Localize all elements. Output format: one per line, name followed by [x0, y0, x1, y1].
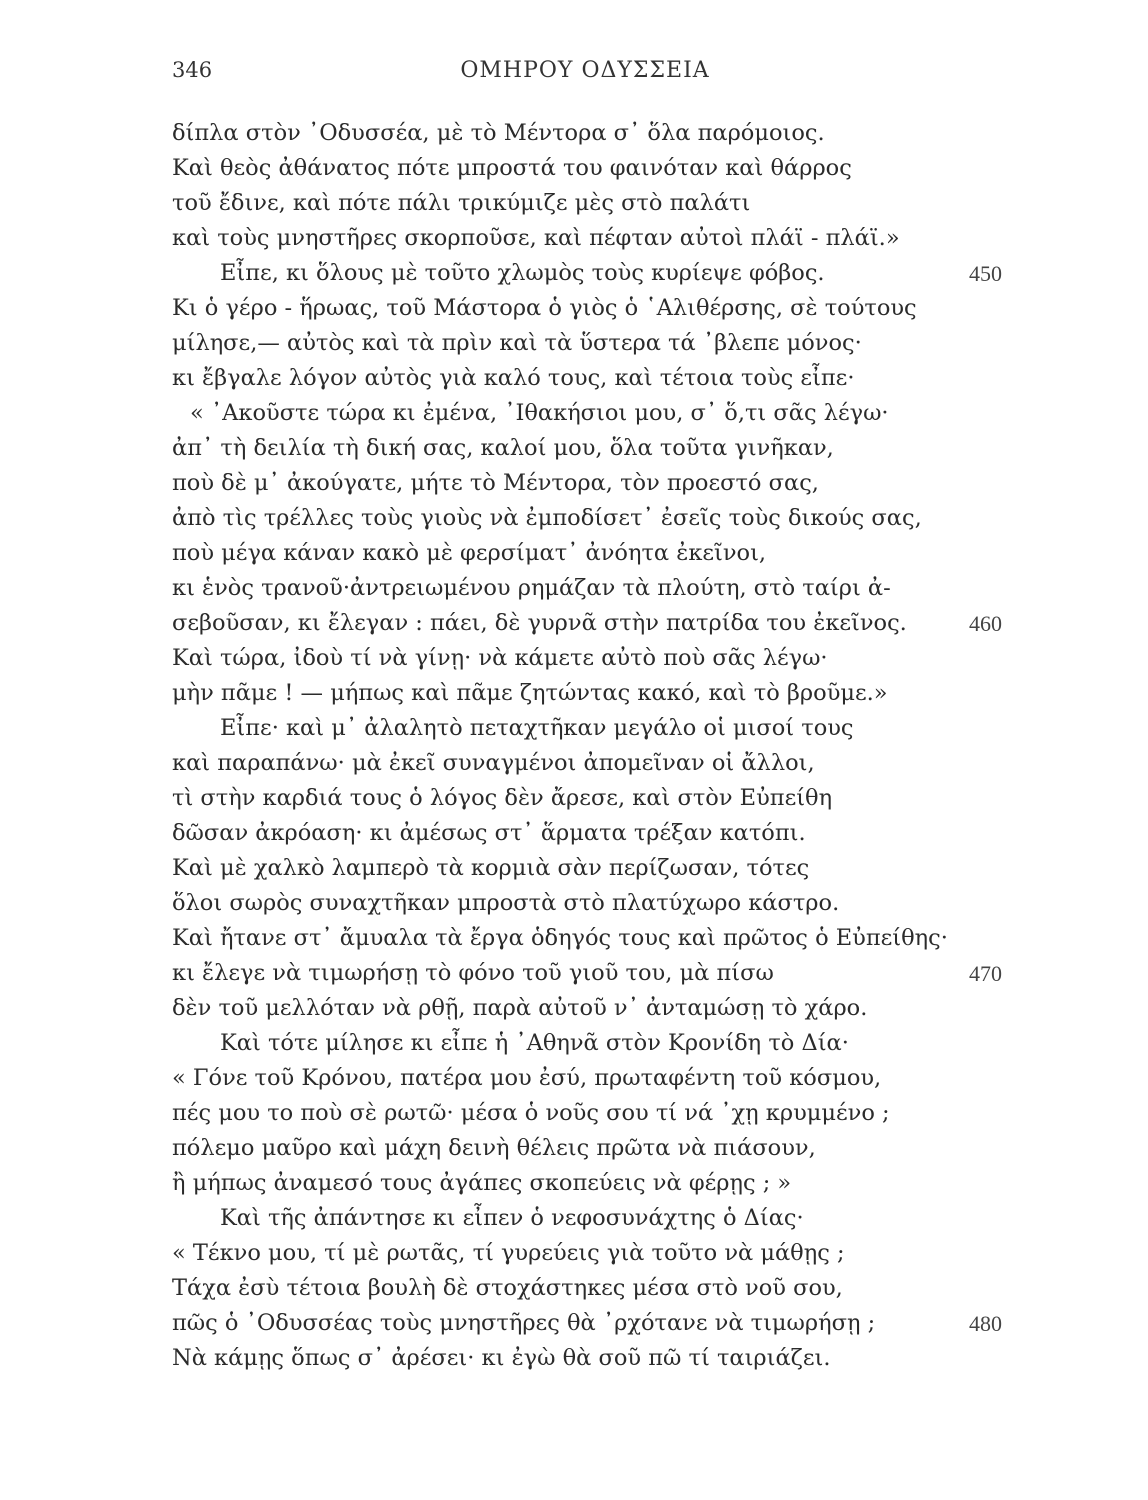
verse-text: « ᾿Ακοῦστε τώρα κι ἐμένα, ᾿Ιθακήσιοι μου, σ᾿ ὅ,τι σᾶς λέγω· — [190, 400, 889, 426]
verse-line — [172, 991, 1012, 1026]
verse-line — [172, 186, 1012, 221]
verse-text: Καὶ τῆς ἀπάντησε κι εἶπεν ὁ νεφοσυνάχτης ὁ Δίας· — [220, 1205, 804, 1231]
verse-text: Εἶπε· καὶ μ᾿ ἀλαλητὸ πεταχτῆκαν μεγάλο οἱ μισοί τους — [220, 715, 854, 741]
verse-text: ἢ μήπως ἀναμεσό τους ἀγάπες σκοπεύεις νὰ φέρῃς ; » — [172, 1170, 792, 1196]
verse-text: πόλεμο μαῦρο καὶ μάχη δεινὴ θέλεις πρῶτα νὰ πιάσουν, — [172, 1135, 816, 1161]
verse-text: « Γόνε τοῦ Κρόνου, πατέρα μου ἐσύ, πρωταφέντη τοῦ κόσμου, — [172, 1065, 882, 1091]
verse-text: Εἶπε, κι ὅλους μὲ τοῦτο χλωμὸς τοὺς κυρίεψε φόβος. — [220, 260, 825, 286]
verse-line — [172, 1201, 1012, 1236]
verse-line — [172, 361, 1012, 396]
verse-line — [172, 711, 1012, 746]
verse-text: δὲν τοῦ μελλόταν νὰ ρθῇ, παρὰ αὐτοῦ ν᾿ ἀνταμώσῃ τὸ χάρο. — [172, 995, 868, 1021]
verse-text: ἀπ᾿ τὴ δειλία τὴ δική σας, καλοί μου, ὅλα τοῦτα γινῆκαν, — [172, 435, 834, 461]
verse-line — [172, 956, 1012, 991]
verse-line — [172, 536, 1012, 571]
verse-text: μίλησε,— αὐτὸς καὶ τὰ πρὶν καὶ τὰ ὕστερα τά ᾿βλεπε μόνος· — [172, 330, 862, 356]
verse-line — [172, 1131, 1012, 1166]
verse-text: τὶ στὴν καρδιά τους ὁ λόγος δὲν ἄρεσε, καὶ στὸν Εὐπείθη — [172, 785, 833, 811]
line-number: 470 — [969, 961, 1002, 986]
verse-line — [172, 256, 1012, 291]
verse-text: Καὶ τότε μίλησε κι εἶπε ἡ ᾿Αθηνᾶ στὸν Κρονίδη τὸ Δία· — [220, 1030, 849, 1056]
verse-line — [172, 466, 1012, 501]
verse-line — [172, 1341, 1012, 1376]
verse-text: δίπλα στὸν ᾿Οδυσσέα, μὲ τὸ Μέντορα σ᾿ ὅλα παρόμοιος. — [172, 120, 825, 146]
verse-text: δῶσαν ἀκρόαση· κι ἀμέσως στ᾿ ἅρματα τρέξαν κατόπι. — [172, 820, 806, 846]
line-number: 480 — [969, 1311, 1002, 1336]
verse-line — [172, 1271, 1012, 1306]
verse-text: πῶς ὁ ᾿Οδυσσέας τοὺς μνηστῆρες θὰ ᾿ρχότανε νὰ τιμωρήσῃ ; — [172, 1310, 876, 1336]
verse-line — [172, 816, 1012, 851]
verse-line — [172, 291, 1012, 326]
verse-text: ποὺ δὲ μ᾿ ἀκούγατε, μήτε τὸ Μέντορα, τὸν προεστό σας, — [172, 470, 819, 496]
verse-text: Κι ὁ γέρο - ἥρωας, τοῦ Μάστορα ὁ γιὸς ὁ ῾Αλιθέρσης, σὲ τούτους — [172, 295, 917, 321]
verse-line — [172, 676, 1012, 711]
verse-text: καὶ τοὺς μνηστῆρες σκορποῦσε, καὶ πέφταν αὐτοὶ πλάϊ - πλάϊ.» — [172, 225, 900, 251]
verse-text: Καὶ μὲ χαλκὸ λαμπερὸ τὰ κορμιὰ σὰν περίζωσαν, τότες — [172, 855, 810, 881]
verse-text: μὴν πᾶμε ! — μήπως καὶ πᾶμε ζητώντας κακό, καὶ τὸ βροῦμε.» — [172, 680, 888, 706]
verse-line — [172, 1306, 1012, 1341]
verse-line — [172, 571, 1012, 606]
verse-text: Καὶ θεὸς ἀθάνατος πότε μπροστά του φαινόταν καὶ θάρρος — [172, 155, 852, 181]
verse-text: Καὶ ἤτανε στ᾿ ἄμυαλα τὰ ἔργα ὁδηγός τους καὶ πρῶτος ὁ Εὐπείθης· — [172, 925, 948, 951]
verse-text: σεβοῦσαν, κι ἔλεγαν : πάει, δὲ γυρνᾶ στὴν πατρίδα του ἐκεῖνος. — [172, 610, 907, 636]
verse-text: ἀπὸ τὶς τρέλλες τοὺς γιοὺς νὰ ἐμποδίσετ᾿ ἐσεῖς τοὺς δικούς σας, — [172, 505, 922, 531]
verse-text: ὅλοι σωρὸς συναχτῆκαν μπροστὰ στὸ πλατύχωρο κάστρο. — [172, 890, 840, 916]
page-number: 346 — [172, 58, 213, 82]
verse-line — [172, 396, 1012, 431]
verse-line — [172, 1026, 1012, 1061]
verse-line — [172, 116, 1012, 151]
verse-text: τοῦ ἔδινε, καὶ πότε πάλι τρικύμιζε μὲς στὸ παλάτι — [172, 190, 751, 216]
verse-line — [172, 431, 1012, 466]
verse-text: κι ἔλεγε νὰ τιμωρήσῃ τὸ φόνο τοῦ γιοῦ του, μὰ πίσω — [172, 960, 774, 986]
verse-text: Καὶ τώρα, ἰδοὺ τί νὰ γίνῃ· νὰ κάμετε αὐτὸ ποὺ σᾶς λέγω· — [172, 645, 828, 671]
verse-line — [172, 501, 1012, 536]
verse-text: πές μου το ποὺ σὲ ρωτῶ· μέσα ὁ νοῦς σου τί νά ᾿χῃ κρυμμένο ; — [172, 1100, 890, 1126]
verse-line — [172, 1166, 1012, 1201]
verse-text: Τάχα ἐσὺ τέτοια βουλὴ δὲ στοχάστηκες μέσα στὸ νοῦ σου, — [172, 1275, 843, 1301]
verse-text: κι ἔβγαλε λόγον αὐτὸς γιὰ καλό τους, καὶ τέτοια τοὺς εἶπε· — [172, 365, 855, 391]
running-title: ΟΜΗΡΟΥ ΟΔΥΣΣΕΙΑ — [460, 58, 710, 83]
line-number: 460 — [969, 611, 1002, 636]
verse-line — [172, 326, 1012, 361]
page-header — [172, 58, 998, 88]
verse-line — [172, 606, 1012, 641]
verse-text: « Τέκνο μου, τί μὲ ρωτᾶς, τί γυρεύεις γιὰ τοῦτο νὰ μάθῃς ; — [172, 1240, 845, 1266]
verse-text: ποὺ μέγα κάναν κακὸ μὲ φερσίματ᾿ ἀνόητα ἐκεῖνοι, — [172, 540, 767, 566]
verse-line — [172, 641, 1012, 676]
verse-text: Νὰ κάμῃς ὅπως σ᾿ ἀρέσει· κι ἐγὼ θὰ σοῦ πῶ τί ταιριάζει. — [172, 1345, 831, 1371]
verse-line — [172, 746, 1012, 781]
verse-text: κι ἑνὸς τρανοῦ·ἀντρειωμένου ρημάζαν τὰ πλούτη, στὸ ταίρι ἀ- — [172, 575, 891, 601]
verse-line — [172, 851, 1012, 886]
verse-line — [172, 781, 1012, 816]
verse-block — [172, 116, 1012, 1376]
verse-line — [172, 1236, 1012, 1271]
verse-line — [172, 886, 1012, 921]
verse-line — [172, 921, 1012, 956]
line-number: 450 — [969, 261, 1002, 286]
verse-line — [172, 1061, 1012, 1096]
verse-line — [172, 1096, 1012, 1131]
verse-text: καὶ παραπάνω· μὰ ἐκεῖ συναγμένοι ἀπομεῖναν οἱ ἄλλοι, — [172, 750, 815, 776]
verse-line — [172, 221, 1012, 256]
verse-line — [172, 151, 1012, 186]
